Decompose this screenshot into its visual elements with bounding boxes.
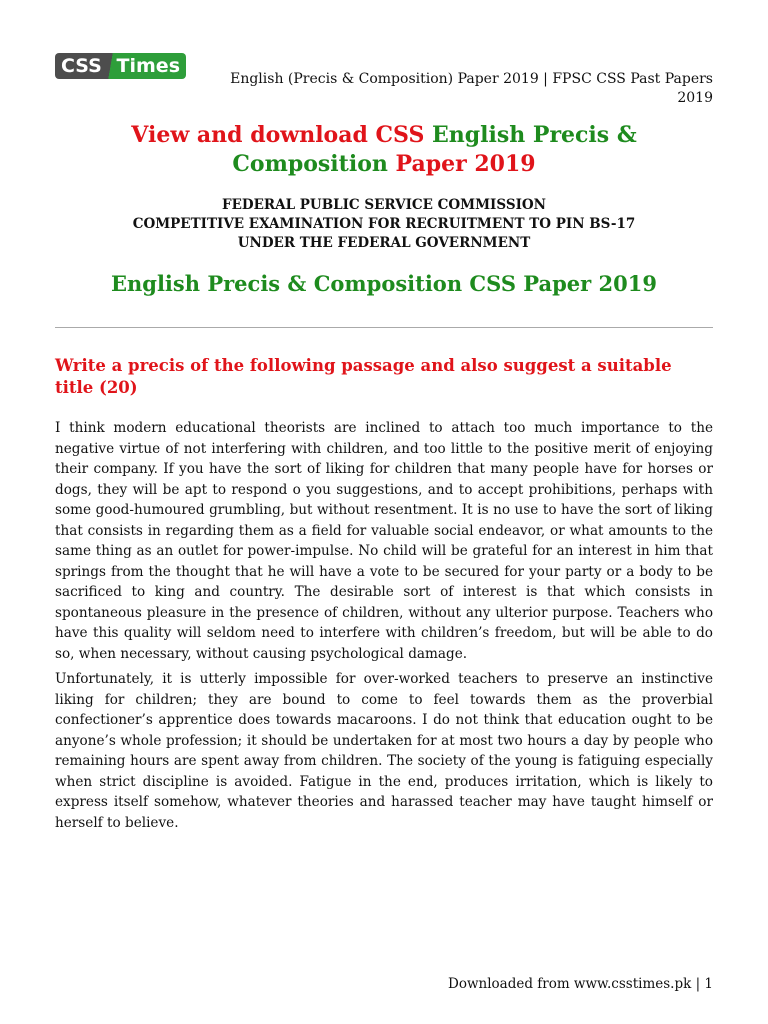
agency-heading xyxy=(55,196,713,253)
header-title: English (Precis & Composition) Paper 2019 | FPSC CSS Past Papers 2019 xyxy=(230,71,713,106)
question-heading: Write a precis of the following passage and also suggest a suitable title (20) xyxy=(55,356,672,397)
agency-line-3: UNDER THE FEDERAL GOVERNMENT xyxy=(237,235,531,251)
page-title-subject: English Precis & Composition xyxy=(232,122,637,177)
csstimes-logo xyxy=(55,53,186,79)
agency-line-2: COMPETITIVE EXAMINATION FOR RECRUITMENT TO PIN BS-17 xyxy=(132,216,636,232)
footer-download-note: Downloaded from www.csstimes.pk | 1 xyxy=(448,976,713,992)
page-title xyxy=(55,121,713,179)
logo-part-css: CSS xyxy=(55,53,108,79)
logo-part-times: Times xyxy=(113,53,186,79)
passage-paragraph-2: Unfortunately, it is utterly impossible for over-worked teachers to preserve an instinctive liking for children; they are bound to come to feel towards them as the proverbial confectioner’s apprentice does towards macaroons. I do not think that education ought to be anyone’s whole profession; it should be undertaken for at most two hours a day by people who remaining hours are spent away from children. The society of the young is fatiguing especially when strict discipline is avoided. Fatigue in the end, produces irritation, which is likely to express itself somehow, whatever theories and harassed teacher may have taught himself or herself to believe. xyxy=(55,671,713,831)
paper-title: English Precis & Composition CSS Paper 2019 xyxy=(111,271,657,296)
agency-line-1: FEDERAL PUBLIC SERVICE COMMISSION xyxy=(222,197,546,213)
page-title-prefix: View and download CSS xyxy=(131,122,432,148)
divider xyxy=(55,327,713,328)
passage-paragraph-1: I think modern educational theorists are inclined to attach too much importance to the negative virtue of not interfering with children, and too little to the positive merit of enjoying their company. If you have the sort of liking for children that many people have for horses or dogs, they will be apt to respond o you suggestions, and to accept prohibitions, perhaps with some good-humoured grumbling, but without resentment. It is no use to have the sort of liking that consists in regarding them as a field for valuable social endeavor, or what amounts to the same thing as an outlet for power-impulse. No child will be grateful for an interest in him that springs from the thought that he will have a vote to be secured for your party or a body to be sacrificed to king and country. The desirable sort of interest is that which consists in spontaneous pleasure in the presence of children, without any ulterior purpose. Teachers who have this quality will seldom need to interfere with children’s freedom, but will be able to do so, when necessary, without causing psychological damage. xyxy=(55,420,713,662)
page-title-suffix: Paper 2019 xyxy=(387,151,536,177)
